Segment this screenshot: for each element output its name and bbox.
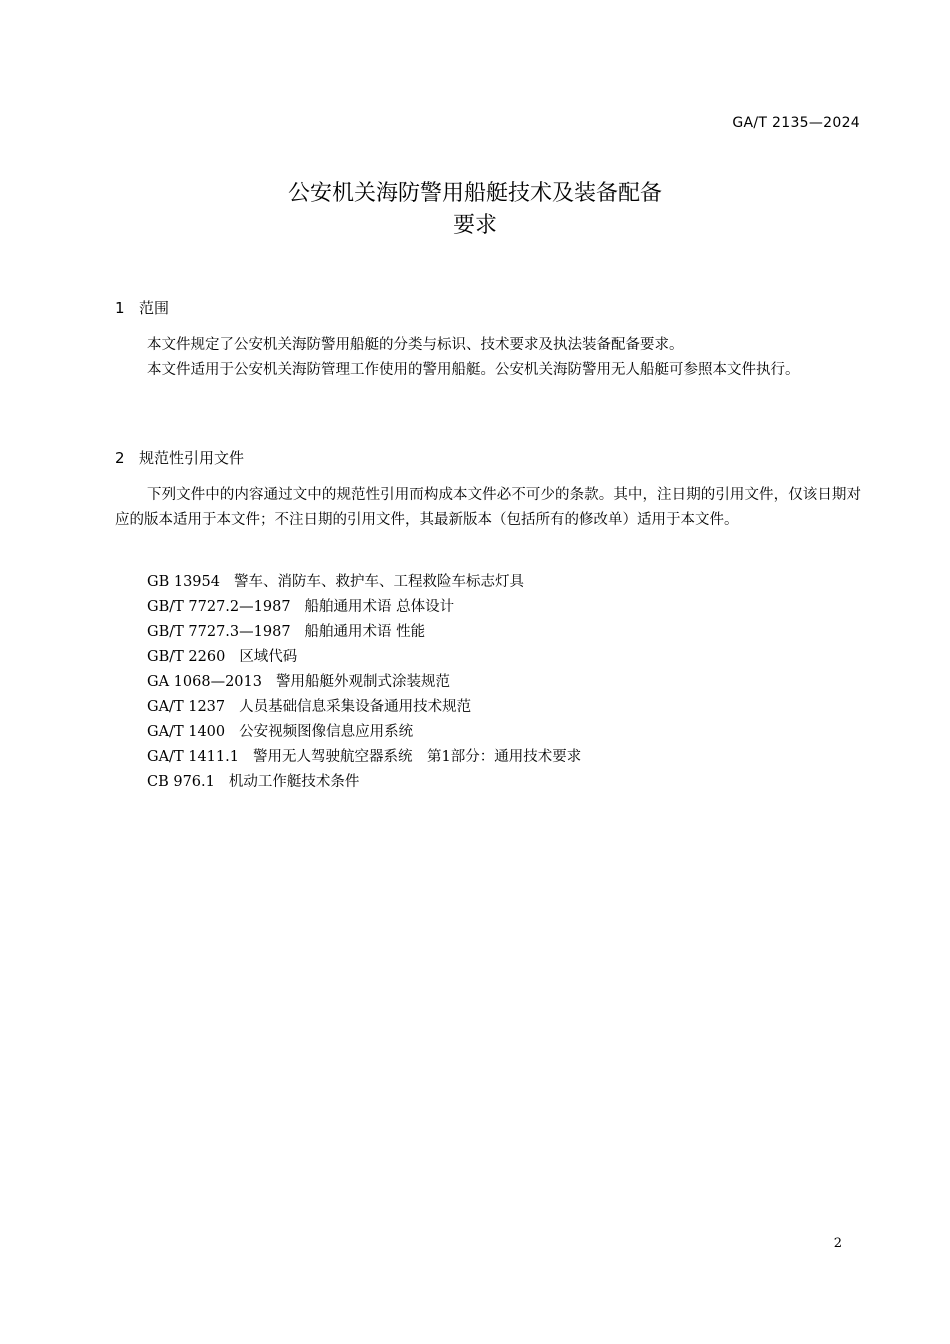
reference-item	[147, 620, 581, 645]
reference-item	[147, 720, 581, 745]
reference-item	[147, 595, 581, 620]
reference-code: CB 976.1	[147, 774, 215, 790]
page-number: 2	[833, 1236, 842, 1251]
section-2-heading	[115, 448, 244, 468]
reference-code: GA/T 1237	[147, 699, 226, 715]
reference-title: 警用无人驾驶航空器系统 第1部分：通用技术要求	[252, 749, 582, 765]
section-2-paragraph-1: 下列文件中的内容通过文中的规范性引用而构成本文件必不可少的条款。其中，注日期的引用文件，仅该日期对应的版本适用于本文件；不注日期的引用文件，其最新版本（包括所有的修改单）适用于本文件。	[115, 487, 861, 528]
section-1-number: 1	[115, 299, 125, 317]
reference-title: 船舶通用术语 性能	[304, 624, 426, 640]
reference-title: 警用船艇外观制式涂装规范	[275, 674, 450, 690]
reference-code: GB/T 2260	[147, 649, 226, 665]
reference-item	[147, 770, 581, 795]
reference-code: GB 13954	[147, 574, 220, 590]
reference-item	[147, 695, 581, 720]
reference-code: GA/T 1400	[147, 724, 226, 740]
reference-code: GB/T 7727.3—1987	[147, 624, 291, 640]
normative-reference-list	[147, 570, 581, 795]
reference-code: GB/T 7727.2—1987	[147, 599, 291, 615]
reference-title: 船舶通用术语 总体设计	[304, 599, 455, 615]
document-title-line-2: 要求	[452, 213, 497, 238]
section-1-heading	[115, 298, 169, 318]
document-title	[0, 178, 950, 242]
section-1-paragraph-2: 本文件适用于公安机关海防管理工作使用的警用船艇。公安机关海防警用无人船艇可参照本文件执行。	[147, 362, 800, 378]
reference-item	[147, 645, 581, 670]
reference-title: 机动工作艇技术条件	[228, 774, 360, 790]
reference-item	[147, 745, 581, 770]
reference-title: 警车、消防车、救护车、工程救险车标志灯具	[233, 574, 524, 590]
document-code: GA/T 2135—2024	[732, 115, 860, 131]
reference-item	[147, 570, 581, 595]
reference-title: 人员基础信息采集设备通用技术规范	[239, 699, 472, 715]
reference-title: 公安视频图像信息应用系统	[239, 724, 414, 740]
reference-code: GA 1068—2013	[147, 674, 262, 690]
reference-code: GA/T 1411.1	[147, 749, 239, 765]
reference-item	[147, 670, 581, 695]
section-1-title: 范围	[139, 299, 170, 317]
reference-title: 区域代码	[239, 649, 298, 665]
section-2-title: 规范性引用文件	[139, 449, 245, 467]
section-2-number: 2	[115, 449, 125, 467]
document-title-line-1: 公安机关海防警用船艇技术及装备配备	[287, 181, 662, 206]
section-1-paragraph-1: 本文件规定了公安机关海防警用船艇的分类与标识、技术要求及执法装备配备要求。	[147, 337, 684, 353]
